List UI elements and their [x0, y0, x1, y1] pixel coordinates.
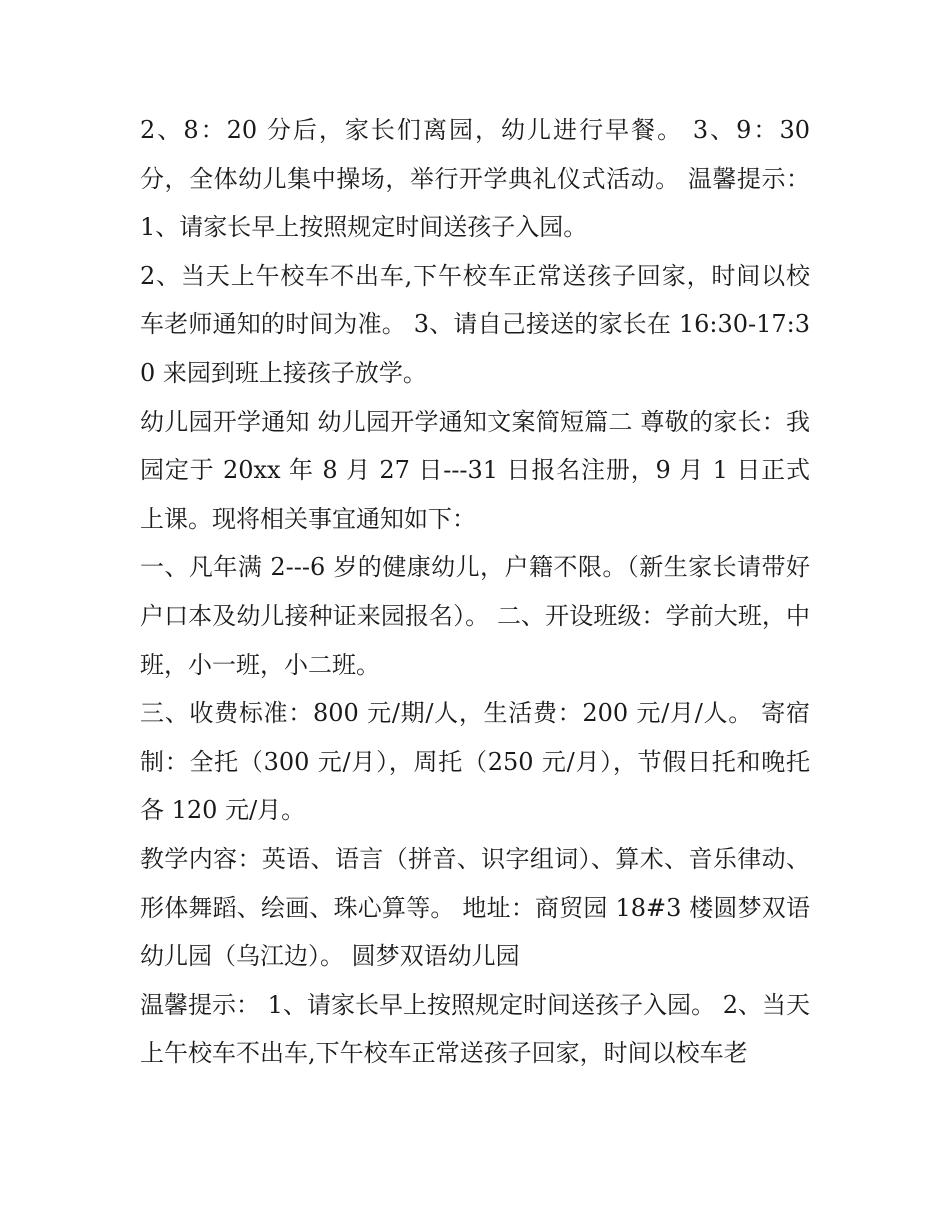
paragraph-curriculum-address: 教学内容：英语、语言（拼音、识字组词）、算术、音乐律动、形体舞蹈、绘画、珠心算等。 地址：商贸园 18#3 楼圆梦双语幼儿园（乌江边）。 圆梦双语幼儿园: [140, 844, 810, 971]
paragraph-registration-notice: 幼儿园开学通知 幼儿园开学通知文案简短篇二 尊敬的家长：我园定于 20xx 年 8 月 27 日---31 日报名注册，9 月 1 日正式上课。现将相关事宜通知如下：: [140, 407, 810, 533]
paragraph-opening-schedule: 2、8：20 分后，家长们离园，幼儿进行早餐。 3、9：30 分，全体幼儿集中操场，举行开学典礼仪式活动。 温馨提示： 1、请家长早上按照规定时间送孩子入园。: [140, 116, 810, 242]
paragraph-enrollment-classes: 一、凡年满 2---6 岁的健康幼儿，户籍不限。（新生家长请带好户口本及幼儿接种证来园报名）。 二、开设班级：学前大班，中班，小一班，小二班。: [140, 553, 810, 679]
paragraph-bus-pickup: 2、当天上午校车不出车,下午校车正常送孩子回家，时间以校车老师通知的时间为准。 3、请自己接送的家长在 16:30-17:30 来园到班上接孩子放学。: [140, 261, 810, 387]
document-body: [140, 106, 810, 1078]
paragraph-reminder: 温馨提示： 1、请家长早上按照规定时间送孩子入园。 2、当天上午校车不出车,下午校车正常送孩子回家，时间以校车老: [140, 990, 810, 1068]
paragraph-fees: 三、收费标准：800 元/期/人，生活费：200 元/月/人。 寄宿制：全托（300 元/月），周托（250 元/月），节假日托和晚托 各 120 元/月。: [140, 699, 810, 825]
